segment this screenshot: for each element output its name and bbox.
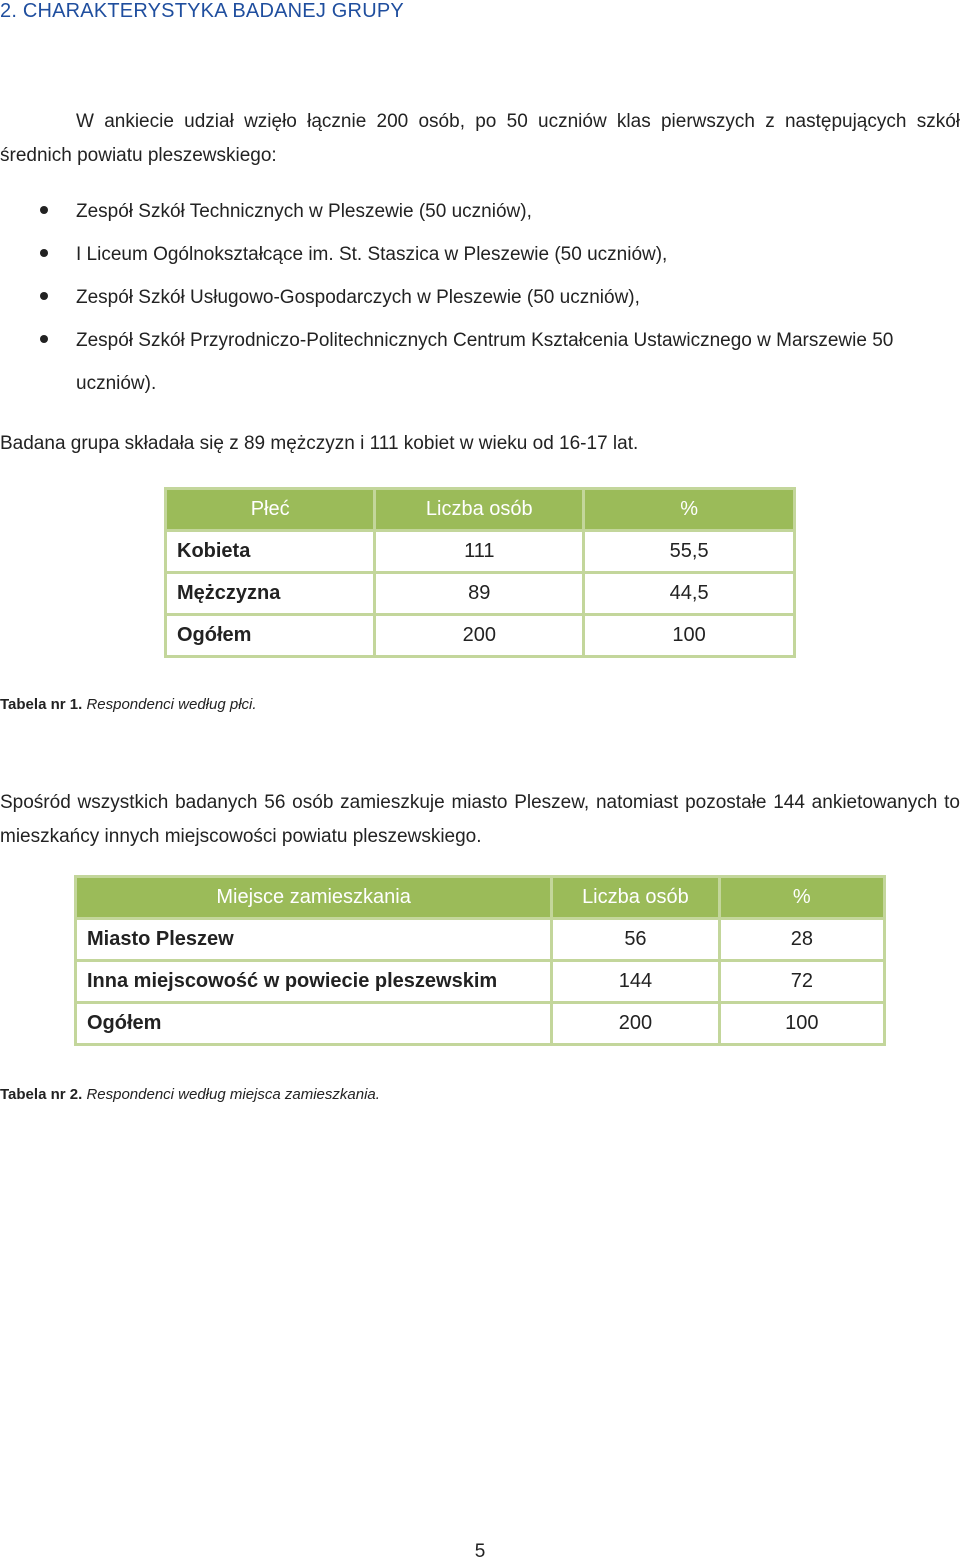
- row-percent: 100: [719, 1003, 884, 1045]
- table-header-cell: Liczba osób: [375, 489, 584, 531]
- table-row: [166, 573, 795, 615]
- residence-paragraph: Spośród wszystkich badanych 56 osób zamieszkuje miasto Pleszew, natomiast pozostałe 144 ankietowanych to mieszkańcy innych miejscowości powiatu pleszewskiego.: [0, 792, 960, 847]
- bullet-icon: [40, 335, 48, 343]
- row-label: Ogółem: [166, 615, 375, 657]
- list-item: [0, 190, 960, 233]
- page-number: 5: [474, 1541, 486, 1562]
- list-item: [0, 319, 960, 405]
- school-name: Zespół Szkół Przyrodniczo-Politechnicznych Centrum Kształcenia Ustawicznego w Marszewie 50 uczniów).: [76, 330, 894, 394]
- bullet-icon: [40, 249, 48, 257]
- row-count: 111: [375, 531, 584, 573]
- table-row: [76, 919, 885, 961]
- row-count: 89: [375, 573, 584, 615]
- school-name: Zespół Szkół Technicznych w Pleszewie (50 uczniów),: [76, 201, 532, 222]
- row-label: Miasto Pleszew: [76, 919, 552, 961]
- caption-text: Respondenci według płci.: [86, 696, 257, 713]
- table-header-cell: Liczba osób: [552, 877, 719, 919]
- gender-table: [164, 487, 796, 658]
- row-percent: 55,5: [584, 531, 795, 573]
- row-label: Ogółem: [76, 1003, 552, 1045]
- row-percent: 44,5: [584, 573, 795, 615]
- row-percent: 72: [719, 961, 884, 1003]
- section-heading: 2. CHARAKTERYSTYKA BADANEJ GRUPY: [0, 0, 404, 22]
- bullet-icon: [40, 206, 48, 214]
- row-label: Inna miejscowość w powiecie pleszewskim: [76, 961, 552, 1003]
- school-name: Zespół Szkół Usługowo-Gospodarczych w Pleszewie (50 uczniów),: [76, 287, 640, 308]
- intro-paragraph: W ankiecie udział wzięło łącznie 200 osób, po 50 uczniów klas pierwszych z następujących szkół średnich powiatu pleszewskiego:: [0, 111, 960, 166]
- table-row: [166, 531, 795, 573]
- table2-caption: [0, 1086, 380, 1103]
- table-header-row: [166, 489, 795, 531]
- table1-caption: [0, 696, 257, 713]
- caption-label: Tabela nr 2.: [0, 1086, 83, 1103]
- row-count: 200: [552, 1003, 719, 1045]
- caption-label: Tabela nr 1.: [0, 696, 83, 713]
- table-header-cell: %: [584, 489, 795, 531]
- bullet-icon: [40, 292, 48, 300]
- list-item: [0, 233, 960, 276]
- row-count: 56: [552, 919, 719, 961]
- table-header-row: [76, 877, 885, 919]
- school-list: [0, 190, 960, 405]
- school-name: I Liceum Ogólnokształcące im. St. Staszica w Pleszewie (50 uczniów),: [76, 244, 668, 265]
- table-header-cell: Miejsce zamieszkania: [76, 877, 552, 919]
- table-row: [166, 615, 795, 657]
- residence-table: [74, 875, 886, 1046]
- row-count: 144: [552, 961, 719, 1003]
- table-header-cell: %: [719, 877, 884, 919]
- table-row: [76, 961, 885, 1003]
- row-percent: 100: [584, 615, 795, 657]
- row-count: 200: [375, 615, 584, 657]
- table-header-cell: Płeć: [166, 489, 375, 531]
- row-label: Mężczyzna: [166, 573, 375, 615]
- group-sentence: Badana grupa składała się z 89 mężczyzn i 111 kobiet w wieku od 16-17 lat.: [0, 433, 639, 454]
- row-label: Kobieta: [166, 531, 375, 573]
- row-percent: 28: [719, 919, 884, 961]
- list-item: [0, 276, 960, 319]
- caption-text: Respondenci według miejsca zamieszkania.: [86, 1086, 380, 1103]
- table-row: [76, 1003, 885, 1045]
